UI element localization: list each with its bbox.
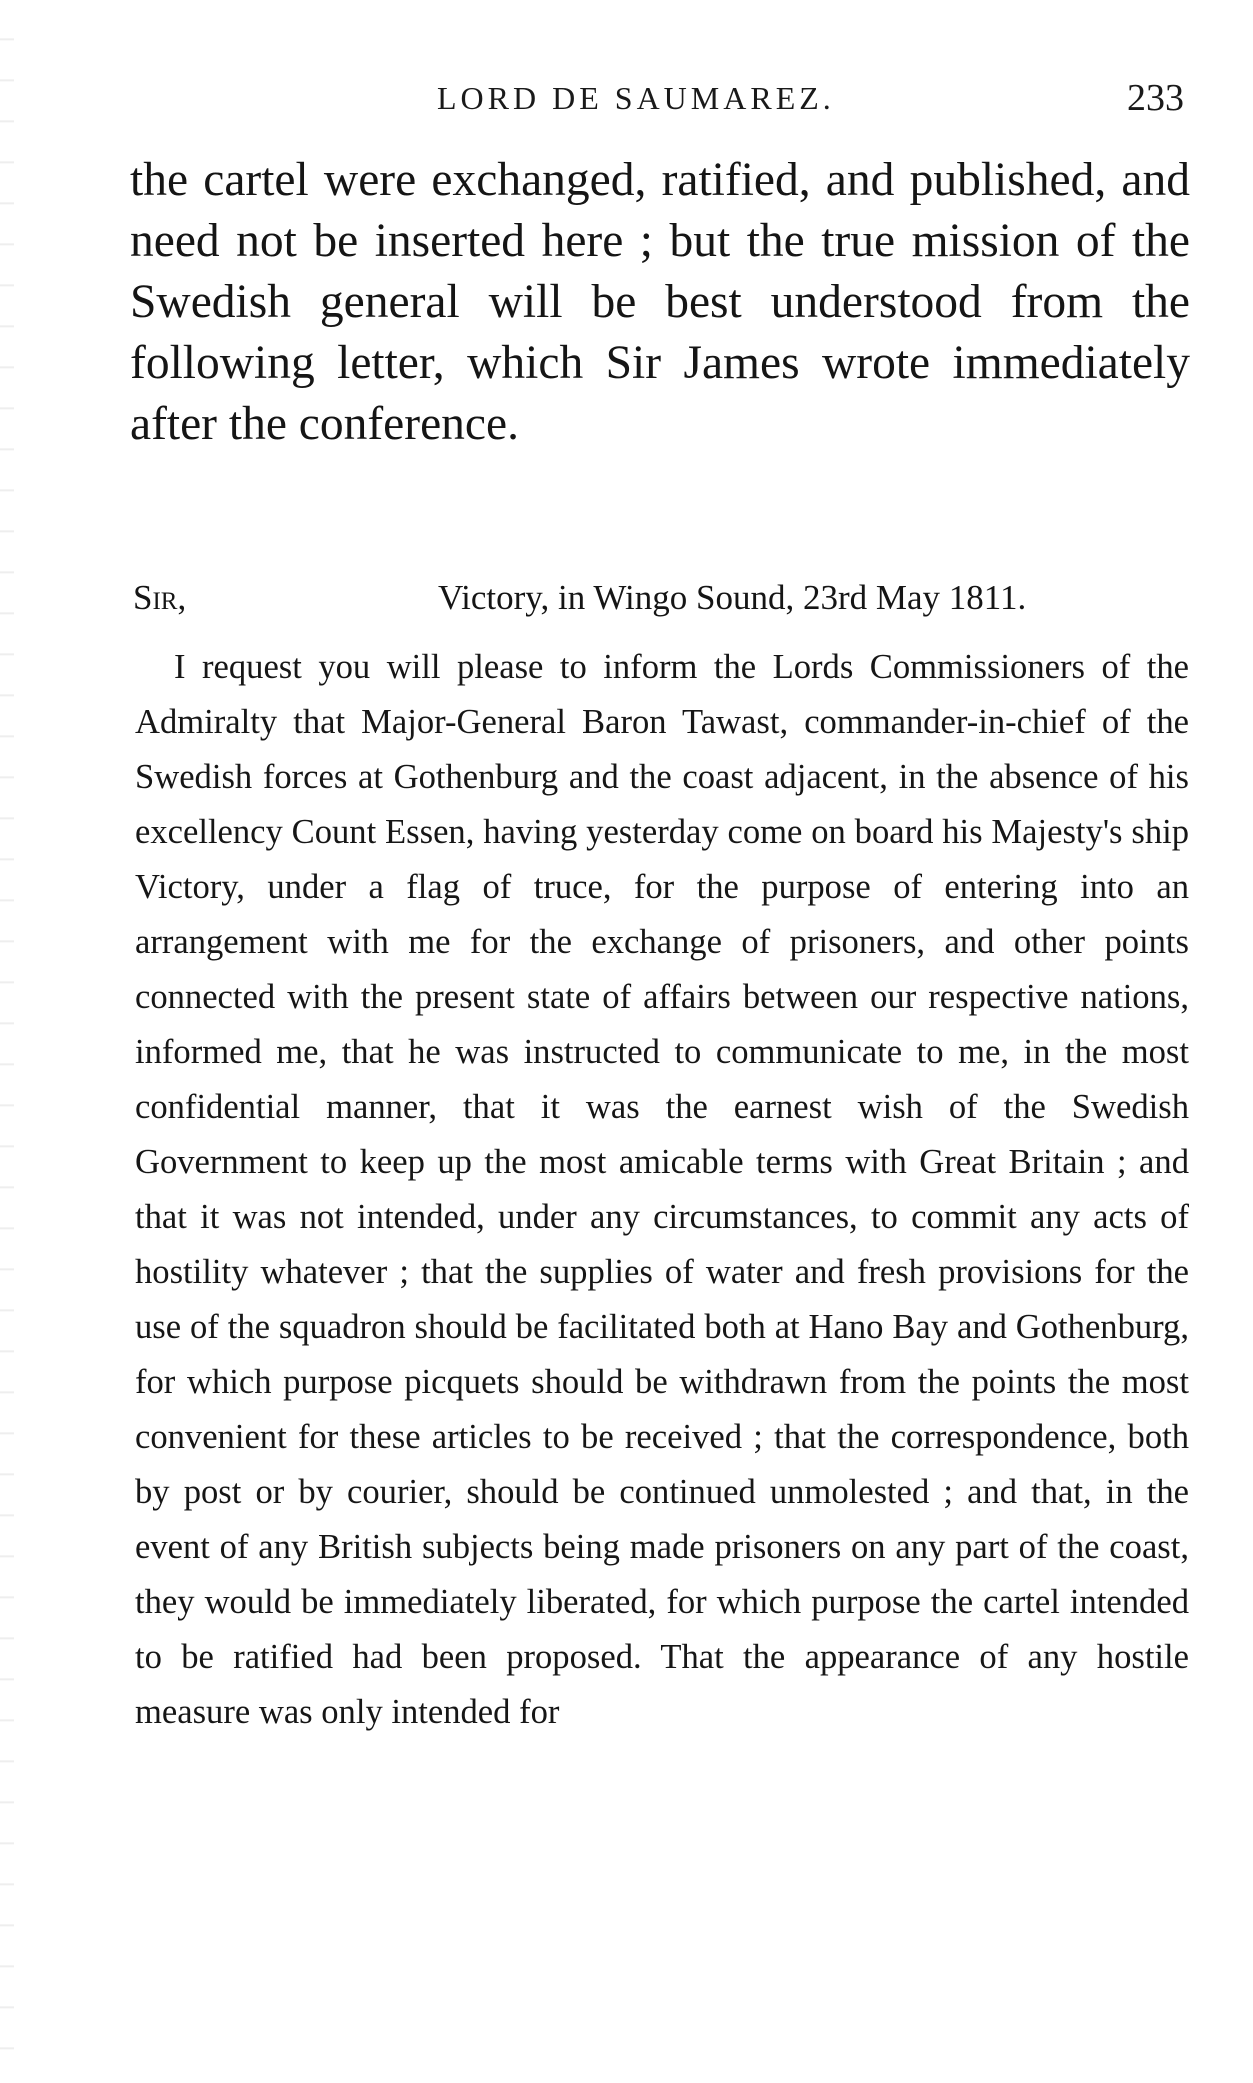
running-title: LORD DE SAUMAREZ. <box>437 80 835 116</box>
letter-dateline <box>133 578 1189 622</box>
scan-margin <box>0 0 14 2083</box>
page-number: 233 <box>1127 77 1184 119</box>
running-head <box>130 77 1190 130</box>
letter-place-date: Victory, in Wingo Sound, 23rd May 1811. <box>438 578 1027 617</box>
letter-salutation: Sir, <box>133 578 187 617</box>
lead-paragraph: the cartel were exchanged, ratified, and published, and need not be inserted here ; but the true mission of the Swedish general will be best understood from the following letter, which Sir James wrote immediately after the conference. <box>130 154 1190 450</box>
letter-body: I request you will please to inform the Lords Commissioners of the Admiralty that Major-General Baron Tawast, commander-in-chief of the Swedish forces at Gothenburg and the coast adjacent, in the absence of his excellency Count Essen, having yesterday come on board his Majesty's ship Victory, under a flag of truce, for the purpose of entering into an arrangement with me for the exchange of prisoners, and other points connected with the present state of affairs between our respective nations, informed me, that he was instructed to communicate to me, in the most confidential manner, that it was the earnest wish of the Swedish Government to keep up the most amicable terms with Great Britain ; and that it was not intended, under any circumstances, to commit any acts of hostility whatever ; that the supplies of water and fresh provisions for the use of the squadron should be facilitated both at Hano Bay and Gothenburg, for which purpose picquets should be withdrawn from the points the most convenient for these articles to be received ; that the correspondence, both by post or by courier, should be continued unmolested ; and that, in the event of any British subjects being made prisoners on any part of the coast, they would be immediately liberated, for which purpose the cartel intended to be ratified had been proposed. That the appearance of any hostile measure was only intended for <box>135 648 1189 1731</box>
